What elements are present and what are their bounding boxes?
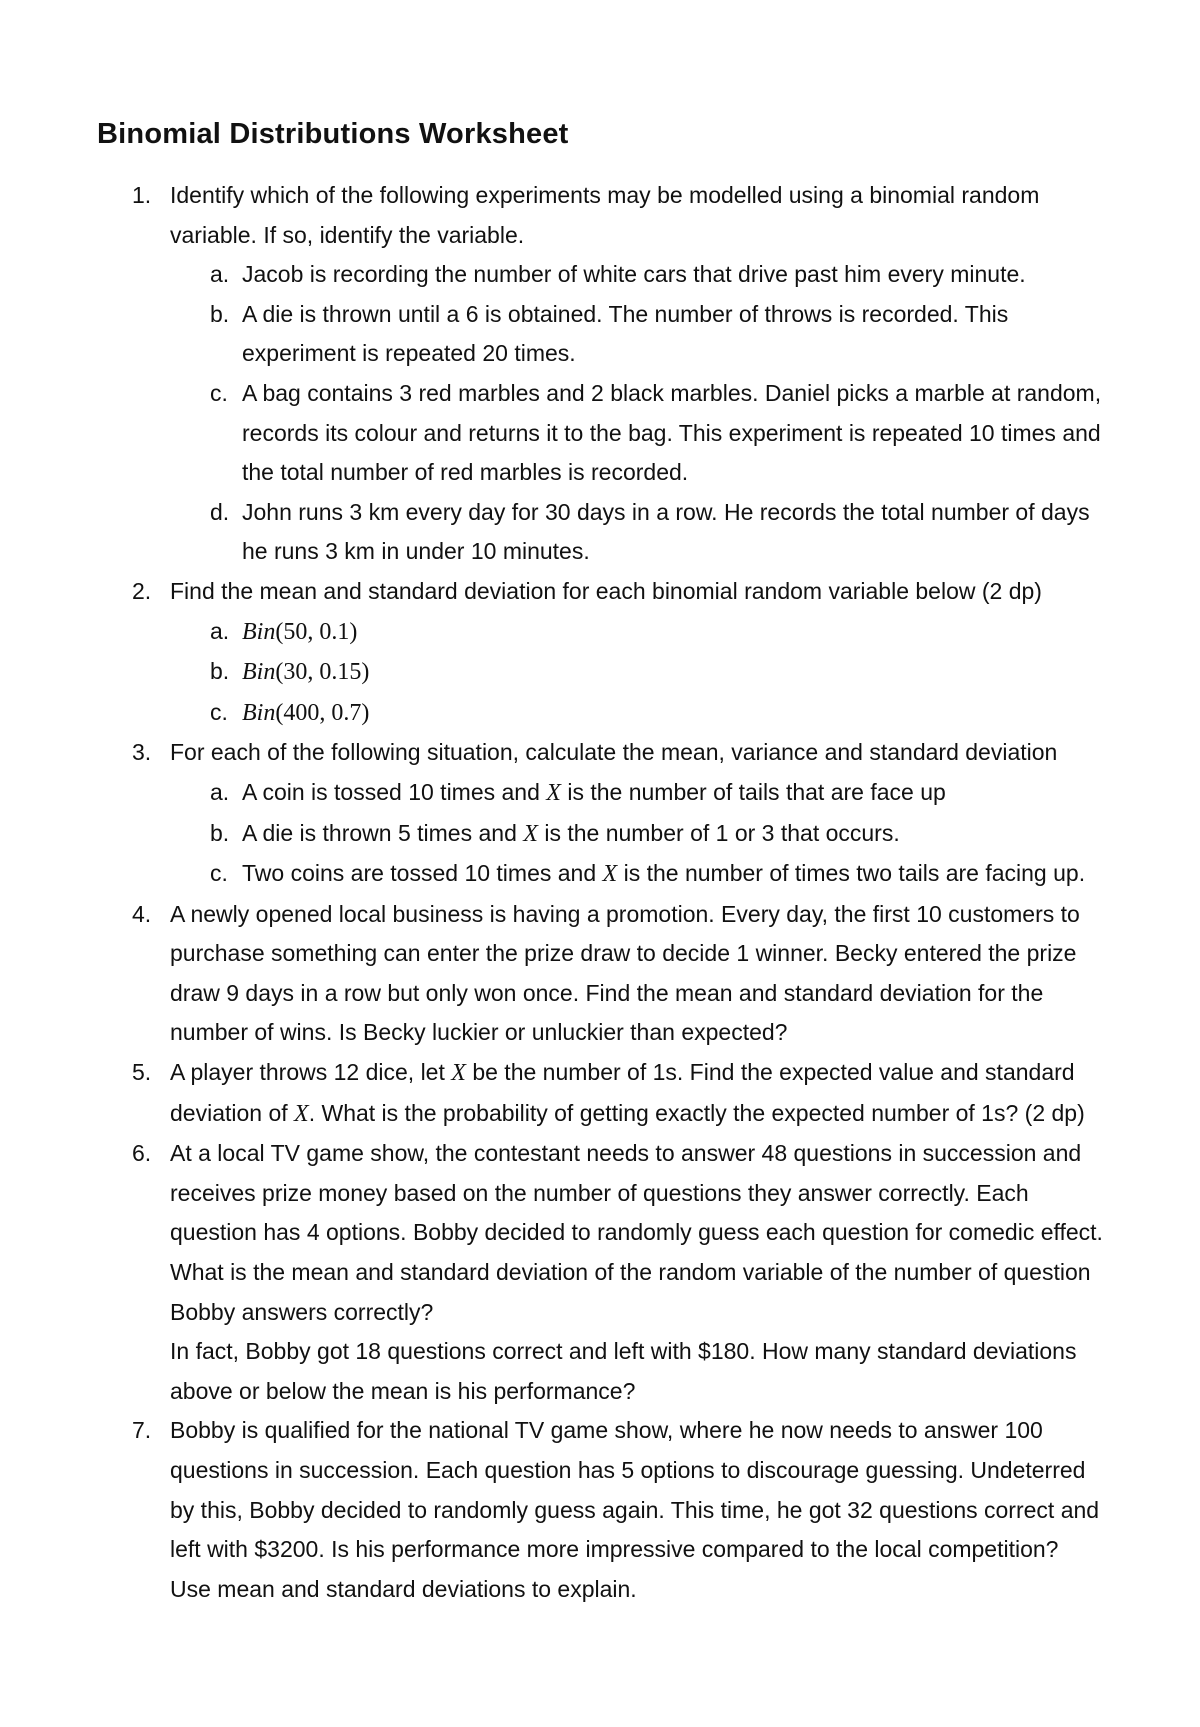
math-variable: X — [602, 861, 618, 888]
subquestion-text-end: is the number of times two tails are facing up. — [617, 860, 1086, 887]
math-expression — [242, 700, 369, 726]
question-text-part: . What is the probability of getting exactly the expected number of 1s? (2 dp) — [308, 1099, 1085, 1126]
subquestion-text: John runs 3 km every day for 30 days in a row. He records the total number of days he runs 3 km in under 10 minutes. — [242, 498, 1090, 565]
question-number: 1. — [132, 182, 152, 208]
question-number: 6. — [132, 1140, 152, 1167]
question-text: At a local TV game show, the contestant needs to answer 48 questions in succession and receives prize money based on the number of questions they answer correctly. Each question has 4 options. Bobby decided to randomly guess each question for comedic effect. What is the mean and standard deviation of the random variable of the number of question Bobby answers correctly? — [170, 1140, 1103, 1325]
math-function: Bin — [242, 659, 276, 686]
subquestion-text: Jacob is recording the number of white cars that drive past him every minute. — [242, 261, 1026, 288]
question-5 — [124, 1053, 1104, 1134]
math-args: (30, 0.15) — [275, 659, 370, 686]
subquestion-letter: c. — [210, 698, 228, 725]
question-text: Find the mean and standard deviation for each binomial random variable below (2 dp) — [170, 577, 1042, 604]
subquestion-list — [200, 255, 1104, 572]
question-7 — [124, 1411, 1104, 1609]
subquestion-3c — [200, 854, 1104, 895]
question-number: 4. — [132, 900, 152, 927]
math-function: Bin — [242, 618, 276, 645]
subquestion-letter: a. — [210, 261, 230, 288]
question-3 — [124, 733, 1104, 894]
question-1 — [124, 176, 1104, 572]
subquestion-letter: a. — [210, 617, 230, 644]
question-list — [124, 176, 1104, 1609]
subquestion-text-start: A die is thrown 5 times and — [242, 819, 524, 846]
question-text: A newly opened local business is having a promotion. Every day, the first 10 customers to purchase something can enter the prize draw to decide 1 winner. Becky entered the prize draw 9 days in a row but only won once. Find the mean and standard deviation for the number of wins. Is Becky luckier or unluckier than expected? — [170, 900, 1080, 1046]
math-function: Bin — [242, 699, 276, 726]
math-args: (400, 0.7) — [275, 699, 370, 726]
subquestion-letter: b. — [210, 819, 230, 846]
subquestion-2b — [200, 652, 1104, 693]
subquestion-1d — [200, 493, 1104, 572]
math-variable: X — [451, 1060, 466, 1087]
subquestion-text: A bag contains 3 red marbles and 2 black marbles. Daniel picks a marble at random, records its colour and returns it to the bag. This experiment is repeated 10 times and the total number of red marbles is recorded. — [242, 379, 1102, 486]
question-text — [170, 1053, 1104, 1134]
subquestion-text-start: Two coins are tossed 10 times and — [242, 860, 603, 887]
math-variable: X — [523, 820, 538, 847]
question-number: 7. — [132, 1417, 152, 1444]
subquestion-letter: b. — [210, 658, 230, 685]
question-number: 2. — [132, 577, 152, 604]
subquestion-3a — [200, 773, 1104, 814]
subquestion-1a — [200, 255, 1104, 295]
question-2 — [124, 572, 1104, 733]
subquestion-letter: c. — [210, 860, 228, 887]
subquestion-letter: b. — [210, 300, 230, 327]
subquestion-letter: c. — [210, 379, 228, 406]
math-variable: X — [546, 779, 561, 806]
question-number: 5. — [132, 1059, 152, 1086]
math-expression — [242, 619, 357, 645]
question-4 — [124, 895, 1104, 1053]
subquestion-1b — [200, 295, 1104, 374]
math-expression — [242, 659, 369, 685]
subquestion-text: A die is thrown until a 6 is obtained. The number of throws is recorded. This experiment is repeated 20 times. — [242, 300, 1009, 367]
subquestion-letter: d. — [210, 498, 230, 525]
question-text: Bobby is qualified for the national TV game show, where he now needs to answer 100 questions in succession. Each question has 5 options to discourage guessing. Undeterred by this, Bobby decided to randomly guess again. This time, he got 32 questions correct and left with $3200. Is his performance more impressive compared to the local competition? Use mean and standard deviations to explain. — [170, 1417, 1100, 1602]
subquestion-letter: a. — [210, 778, 230, 805]
subquestion-text-start: A coin is tossed 10 times and — [242, 778, 547, 805]
question-text-part: A player throws 12 dice, let — [170, 1059, 452, 1086]
question-text-part: be the number of 1s. Find the expected value and standard deviation of — [170, 1059, 1075, 1126]
subquestion-2c — [200, 693, 1104, 734]
subquestion-1c — [200, 374, 1104, 493]
subquestion-3b — [200, 814, 1104, 855]
question-6 — [124, 1134, 1104, 1411]
question-followup-text: In fact, Bobby got 18 questions correct and left with $180. How many standard deviations above or below the mean is his performance? — [170, 1338, 1077, 1404]
subquestion-list — [200, 612, 1104, 734]
page-title: Binomial Distributions Worksheet — [97, 118, 569, 150]
subquestion-text-end: is the number of tails that are face up — [560, 778, 946, 805]
math-args: (50, 0.1) — [275, 618, 358, 645]
question-text: For each of the following situation, calculate the mean, variance and standard deviation — [170, 739, 1058, 766]
subquestion-text-end: is the number of 1 or 3 that occurs. — [537, 819, 900, 846]
math-variable: X — [294, 1100, 309, 1127]
question-number: 3. — [132, 739, 152, 766]
subquestion-list — [200, 773, 1104, 895]
subquestion-2a — [200, 612, 1104, 653]
question-text: Identify which of the following experiments may be modelled using a binomial random variable. If so, identify the variable. — [170, 182, 1040, 248]
